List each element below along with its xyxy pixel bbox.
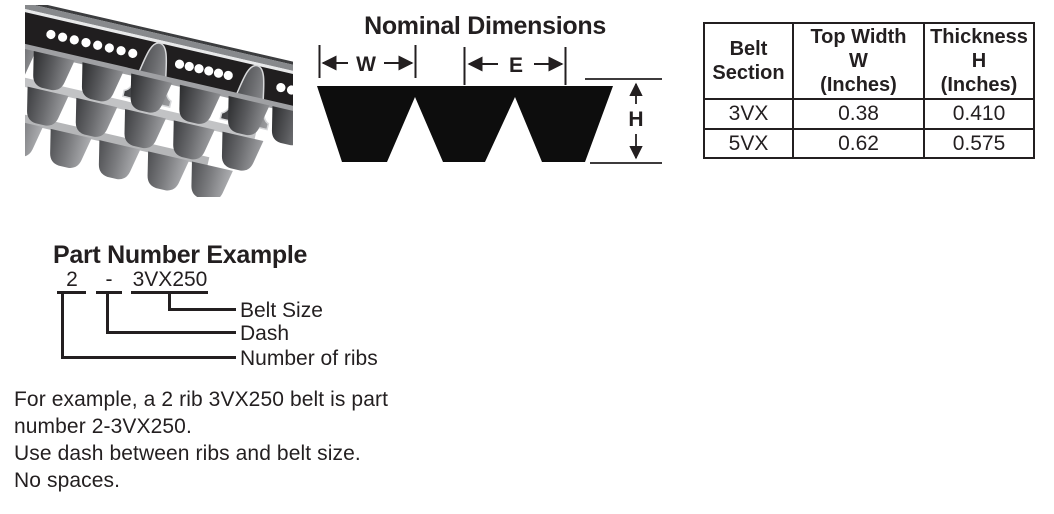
callout-dash: Dash: [240, 322, 290, 345]
cell-belt-section: 3VX: [704, 99, 793, 129]
part-number-example-title: Part Number Example: [53, 241, 308, 269]
cell-belt-section: 5VX: [704, 129, 793, 158]
banded-belt-illustration: [25, 5, 293, 197]
cell-top-width: 0.38: [793, 99, 924, 129]
cell-top-width: 0.62: [793, 129, 924, 158]
notes-line: No spaces.: [14, 469, 121, 492]
notes-line: For example, a 2 rib 3VX250 belt is part: [14, 388, 389, 411]
dim-label-e: E: [508, 54, 524, 77]
part-number-belt-size: 3VX250: [132, 268, 208, 291]
belt-spec-table: [703, 22, 1035, 159]
header-thickness: Thickness H (Inches): [924, 23, 1034, 99]
belt-cross-section-diagram: [300, 42, 670, 175]
header-top-width: Top Width W (Inches): [793, 23, 924, 99]
dim-label-h: H: [628, 108, 644, 131]
part-number-ribs: 2: [66, 268, 78, 291]
cell-thickness: 0.575: [924, 129, 1034, 158]
spec-table-row-5vx: [704, 129, 1034, 158]
header-belt-section: Belt Section: [704, 23, 793, 99]
spec-table-row-3vx: [704, 99, 1034, 129]
connector-ribs: [61, 293, 236, 359]
callout-belt-size: Belt Size: [240, 299, 323, 322]
notes-line: Use dash between ribs and belt size.: [14, 442, 361, 465]
spec-table-header-row: [704, 23, 1034, 99]
part-number-dash: -: [105, 268, 113, 291]
callout-ribs: Number of ribs: [240, 347, 378, 370]
cell-thickness: 0.410: [924, 99, 1034, 129]
dim-label-w: W: [356, 53, 376, 76]
belt-cross-section-shape: [317, 86, 613, 162]
nominal-dimensions-title: Nominal Dimensions: [364, 12, 606, 40]
notes-line: number 2-3VX250.: [14, 415, 192, 438]
notes-paragraph: [14, 386, 454, 494]
